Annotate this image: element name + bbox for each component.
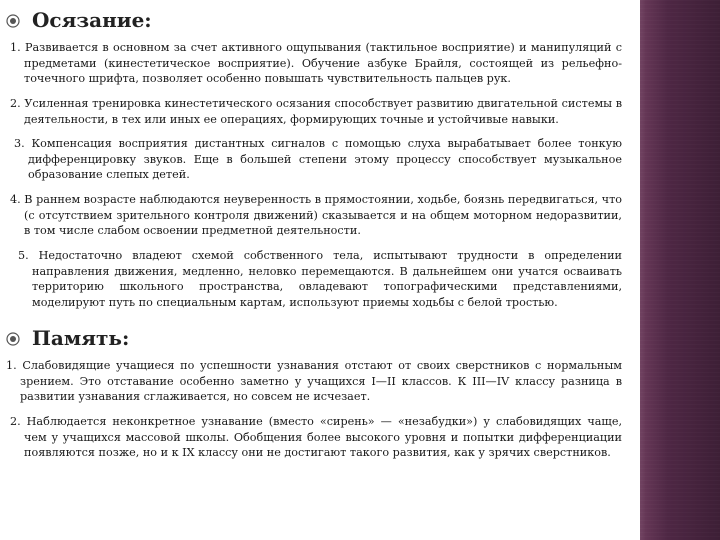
list-item: 2. Усиленная тренировка кинестетического осязания способствует развитию двигательной системы в деятельности, в тех или иных ее операциях, формирующих точные и устойчивые навыки.	[10, 97, 622, 126]
decorative-sidebar	[640, 0, 720, 540]
section-title: Память:	[32, 326, 130, 350]
list-item: 5. Недостаточно владеют схемой собственного тела, испытывают трудности в определении направления движения, медленно, неловко перемещаются. В дальнейшем они учатся осваивать территорию школьного пространства, овладевают топографическими представлениями, моделируют путь по специальным картам, используют приемы ходьбы с белой тростью.	[18, 249, 622, 309]
list-item: 2. Наблюдается неконкретное узнавание (вместо «сирень» — «незабудки») у слабовидящих чаще, чем у учащихся массовой школы. Обобщения более высокого уровня и попытки дифференциации появляются позже, но и к IX классу они не достигают такого развития, как у зрячих сверстников.	[10, 415, 622, 459]
list-item: 1. Развивается в основном за счет активного ощупывания (тактильное восприятие) и манипуляций с предметами (кинестетическое восприятие). Обучение азбуке Брайля, состоящей из рельефно-точечного шрифта, позволяет особенно повышать чувствительность пальцев рук.	[10, 41, 622, 85]
section-title: Осязание:	[32, 8, 152, 32]
list-item: 4. В раннем возрасте наблюдаются неуверенность в прямостоянии, ходьбе, боязнь передвигаться, что (с отсутствием зрительного контроля движений) сказывается и на общем моторном недоразвитии, в том числе слабом освоении предметной деятельности.	[10, 193, 622, 237]
list-item: 1. Слабовидящие учащиеся по успешности узнавания отстают от своих сверстников с нормальным зрением. Это отставание особенно заметно у учащихся I—II классов. К III—IV классу разница в развитии узнавания сглаживается, но совсем не исчезает.	[6, 359, 622, 403]
section-heading-touch	[6, 8, 152, 32]
list-item: 3. Компенсация восприятия дистантных сигналов с помощью слуха вырабатывает более тонкую дифференцировку звуков. Еще в большей степени этому процессу способствует музыкальное образование слепых детей.	[14, 137, 622, 181]
target-bullet-icon	[6, 331, 20, 345]
section-heading-memory	[6, 326, 129, 350]
target-bullet-icon	[6, 13, 20, 27]
